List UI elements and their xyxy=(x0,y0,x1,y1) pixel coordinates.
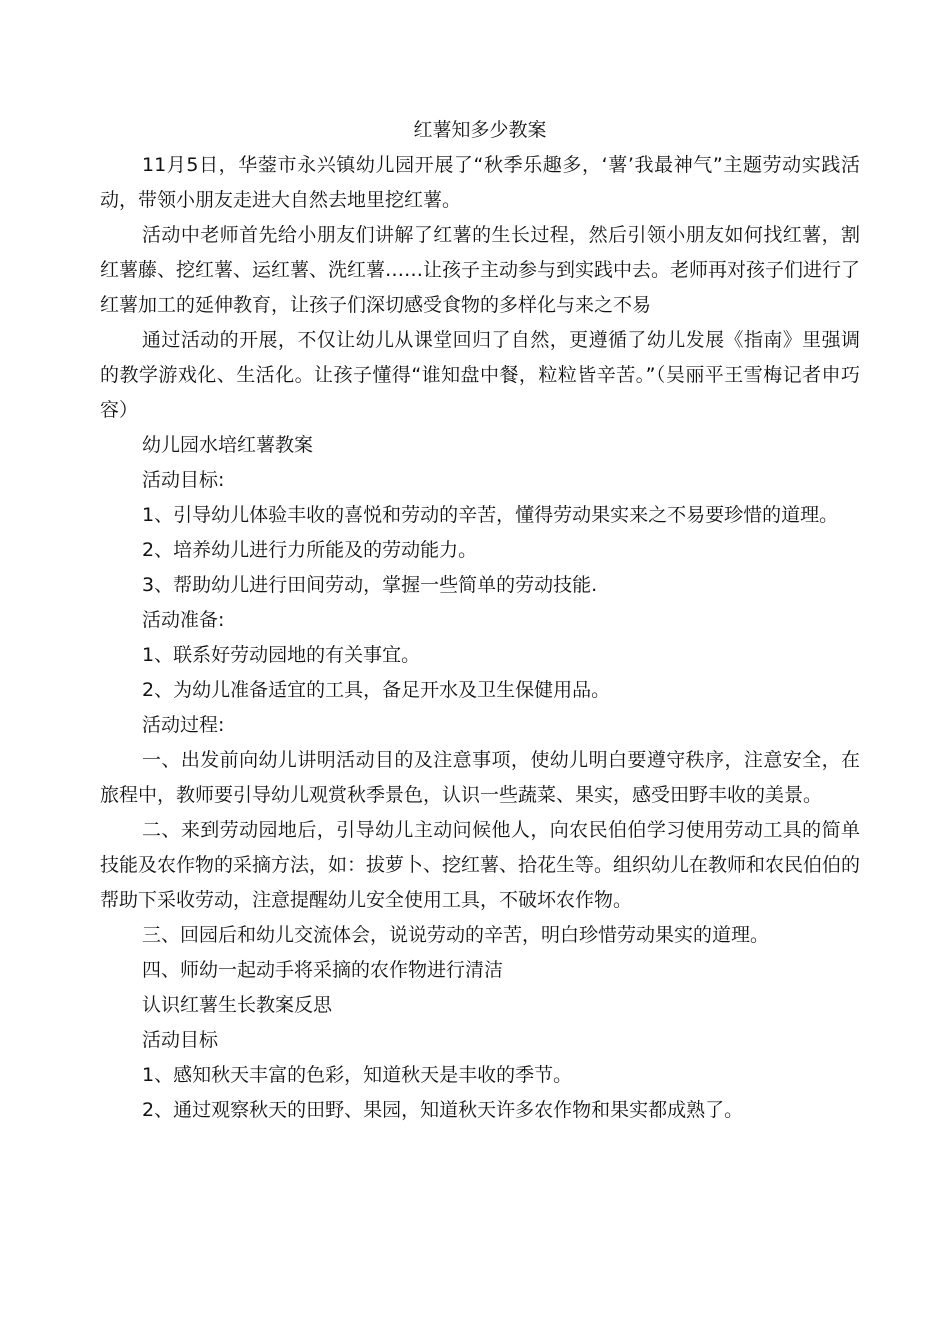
goal-item-1: 1、引导幼儿体验丰收的喜悦和劳动的辛苦，懂得劳动果实来之不易要珍惜的道理。 xyxy=(142,504,839,526)
section-heading-reflection: 认识红薯生长教案反思 xyxy=(142,994,333,1016)
subheading-preparation: 活动准备: xyxy=(142,609,225,631)
preparation-item-1: 1、联系好劳动园地的有关事宜。 xyxy=(142,644,421,666)
process-step-4: 四、师幼一起动手将采摘的农作物进行清洁 xyxy=(142,959,504,981)
paragraph-summary: 通过活动的开展，不仅让幼儿从课堂回归了自然，更遵循了幼儿发展《指南》里强调的教学游戏化、生活化。让孩子懂得“谁知盘中餐，粒粒皆辛苦。”（吴丽平王雪梅记者申巧容） xyxy=(100,329,860,421)
paragraph-activity: 活动中老师首先给小朋友们讲解了红薯的生长过程，然后引领小朋友如何找红薯，割红薯藤、挖红薯、运红薯、洗红薯……让孩子主动参与到实践中去。老师再对孩子们进行了红薯加工的延伸教育，让孩子们深切感受食物的多样化与来之不易 xyxy=(100,224,861,316)
goal-item-2: 2、培养幼儿进行力所能及的劳动能力。 xyxy=(142,539,478,561)
goal2-item-1: 1、感知秋天丰富的色彩，知道秋天是丰收的季节。 xyxy=(142,1064,573,1086)
process-step-1: 一、出发前向幼儿讲明活动目的及注意事项，使幼儿明白要遵守秩序，注意安全，在旅程中，教师要引导幼儿观赏秋季景色，认识一些蔬菜、果实，感受田野丰收的美景。 xyxy=(100,749,860,806)
subheading-goals-2: 活动目标 xyxy=(142,1029,219,1051)
subheading-process: 活动过程: xyxy=(142,714,225,736)
process-step-2: 二、来到劳动园地后，引导幼儿主动问候他人，向农民伯伯学习使用劳动工具的简单技能及农作物的采摘方法，如：拔萝卜、挖红薯、拾花生等。组织幼儿在教师和农民伯伯的帮助下采收劳动，注意提醒幼儿安全使用工具，不破坏农作物。 xyxy=(100,819,861,911)
subheading-goals: 活动目标: xyxy=(142,469,225,491)
paragraph-intro: 11月5日，华蓥市永兴镇幼儿园开展了“秋季乐趣多，‘薯’我最神气”主题劳动实践活动，带领小朋友走进大自然去地里挖红薯。 xyxy=(100,154,860,211)
preparation-item-2: 2、为幼儿准备适宜的工具，备足开水及卫生保健用品。 xyxy=(142,679,611,701)
goal2-item-2: 2、通过观察秋天的田野、果园，知道秋天许多农作物和果实都成熟了。 xyxy=(142,1099,744,1121)
document-title: 红薯知多少教案 xyxy=(413,119,547,141)
document-page xyxy=(100,113,860,1128)
section-heading-hydroponic: 幼儿园水培红薯教案 xyxy=(142,434,314,456)
goal-item-3: 3、帮助幼儿进行田间劳动，掌握一些简单的劳动技能. xyxy=(142,574,598,596)
process-step-3: 三、回园后和幼儿交流体会，说说劳动的辛苦，明白珍惜劳动果实的道理。 xyxy=(142,924,770,946)
